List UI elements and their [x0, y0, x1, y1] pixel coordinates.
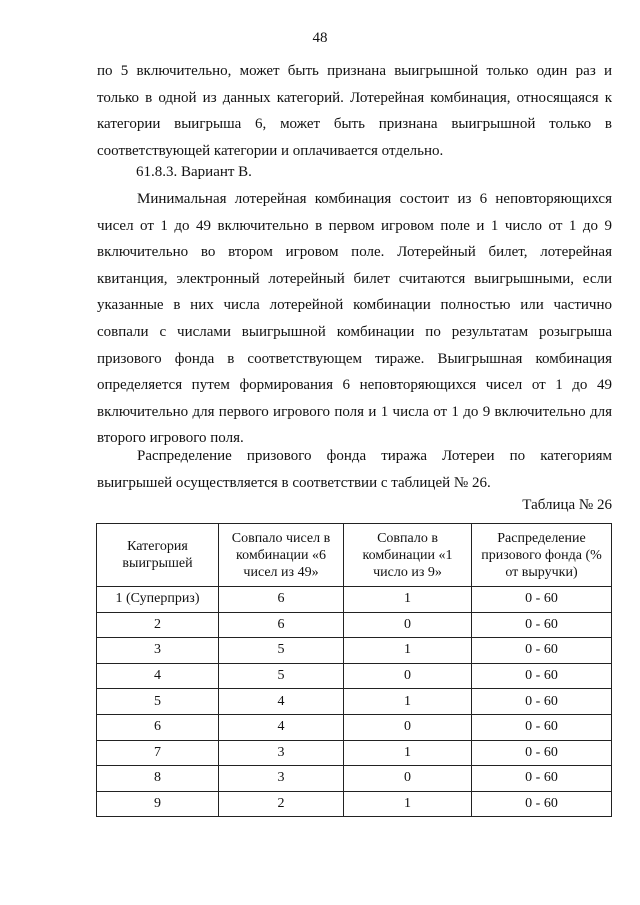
cell-prize-share: 0 - 60: [472, 766, 612, 792]
cell-matched-extra: 1: [344, 587, 472, 613]
cell-category: 6: [97, 714, 219, 740]
cell-matched-main: 5: [219, 663, 344, 689]
cell-prize-share: 0 - 60: [472, 587, 612, 613]
header-matched-1-of-9: Совпало в комбинации «1 число из 9»: [344, 524, 472, 587]
section-heading: 61.8.3. Вариант В.: [136, 164, 252, 180]
cell-prize-share: 0 - 60: [472, 791, 612, 817]
cell-matched-main: 3: [219, 766, 344, 792]
cell-category: 2: [97, 612, 219, 638]
cell-matched-main: 6: [219, 612, 344, 638]
table-row: [97, 714, 612, 740]
header-category: Категория выигрышей: [97, 524, 219, 587]
cell-matched-extra: 1: [344, 791, 472, 817]
header-matched-6-of-49: Совпало чисел в комбинации «6 чисел из 49»: [219, 524, 344, 587]
table-row: [97, 638, 612, 664]
table-row: [97, 689, 612, 715]
cell-category: 3: [97, 638, 219, 664]
table-header-row: [97, 524, 612, 587]
cell-category: 1 (Суперприз): [97, 587, 219, 613]
cell-matched-main: 3: [219, 740, 344, 766]
cell-matched-main: 2: [219, 791, 344, 817]
cell-prize-share: 0 - 60: [472, 663, 612, 689]
cell-matched-extra: 1: [344, 689, 472, 715]
paragraph-continuation: по 5 включительно, может быть признана выигрышной только один раз и только в одной из данных категорий. Лотерейная комбинация, относящаяся к категории выигрыша 6, может быть признана выигрышной только в соответствующей категории и оплачивается отдельно.: [97, 63, 612, 159]
page-number: 48: [312, 30, 328, 46]
cell-category: 5: [97, 689, 219, 715]
cell-prize-share: 0 - 60: [472, 714, 612, 740]
cell-category: 9: [97, 791, 219, 817]
cell-prize-share: 0 - 60: [472, 689, 612, 715]
cell-matched-main: 6: [219, 587, 344, 613]
table-row: [97, 663, 612, 689]
cell-prize-share: 0 - 60: [472, 740, 612, 766]
table-row: [97, 587, 612, 613]
prize-category-table: [96, 523, 612, 817]
cell-prize-share: 0 - 60: [472, 638, 612, 664]
table-row: [97, 612, 612, 638]
table-row: [97, 740, 612, 766]
cell-matched-main: 5: [219, 638, 344, 664]
cell-matched-extra: 0: [344, 714, 472, 740]
cell-category: 7: [97, 740, 219, 766]
table-caption: Таблица № 26: [522, 497, 612, 513]
cell-prize-share: 0 - 60: [472, 612, 612, 638]
cell-matched-main: 4: [219, 714, 344, 740]
cell-matched-extra: 0: [344, 612, 472, 638]
cell-matched-extra: 0: [344, 766, 472, 792]
table-row: [97, 791, 612, 817]
cell-matched-main: 4: [219, 689, 344, 715]
table-row: [97, 766, 612, 792]
header-prize-fund-share: Распределение призового фонда (% от выручки): [472, 524, 612, 587]
cell-matched-extra: 0: [344, 663, 472, 689]
paragraph-prize-distribution: Распределение призового фонда тиража Лотереи по категориям выигрышей осуществляется в соответствии с таблицей № 26.: [97, 448, 612, 491]
cell-matched-extra: 1: [344, 638, 472, 664]
cell-matched-extra: 1: [344, 740, 472, 766]
cell-category: 8: [97, 766, 219, 792]
cell-category: 4: [97, 663, 219, 689]
paragraph-variant-description: Минимальная лотерейная комбинация состоит из 6 неповторяющихся чисел от 1 до 49 включительно в первом игровом поле и 1 число от 1 до 9 включительно во втором игровом поле. Лотерейный билет, лотерейная квитанция, электронный лотерейный билет считаются выигрышными, если указанные в них числа лотерейной комбинации полностью или частично совпали с числами выигрышной комбинации по результатам розыгрыша призового фонда в соответствующем тираже. Выигрышная комбинация определяется путем формирования 6 неповторяющихся чисел от 1 до 49 включительно для первого игрового поля и 1 числа от 1 до 9 включительно для второго игрового поля.: [97, 191, 612, 447]
